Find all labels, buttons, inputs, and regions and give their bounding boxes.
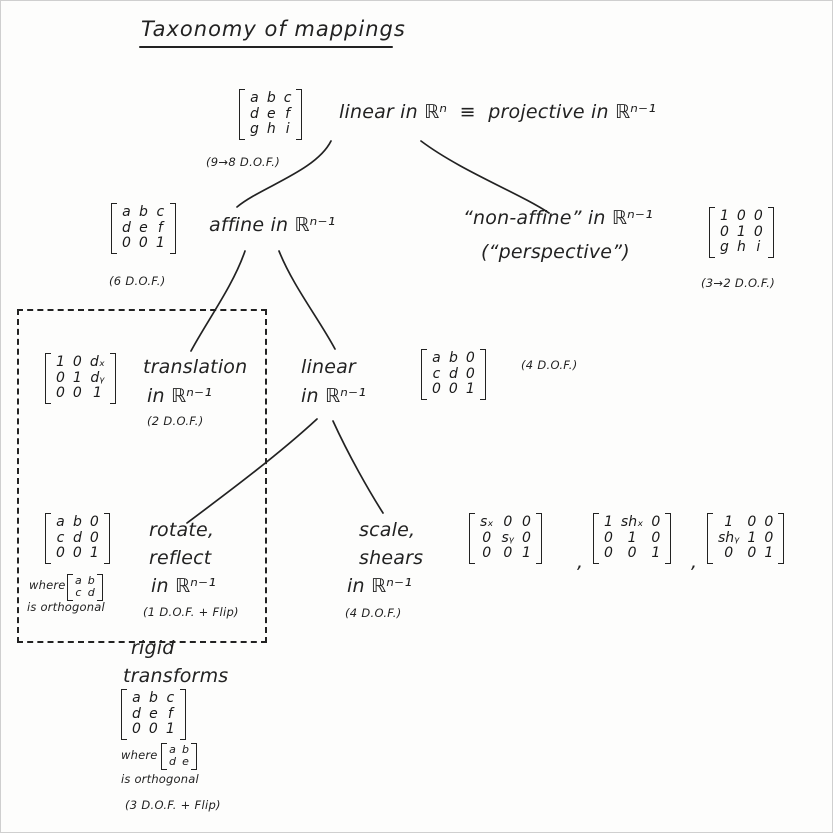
cell: d bbox=[122, 219, 131, 236]
cell: c bbox=[166, 690, 175, 706]
page-title: Taxonomy of mappings bbox=[141, 17, 406, 41]
matrix-separator-comma-1: , bbox=[577, 551, 584, 573]
cell: 0 bbox=[720, 223, 729, 240]
node-label-rigid: rigid bbox=[131, 637, 175, 659]
cell: 1 bbox=[604, 514, 613, 530]
cell: b bbox=[72, 514, 82, 530]
cell: 0 bbox=[724, 545, 734, 562]
matrix-scale bbox=[469, 513, 542, 568]
cell: 0 bbox=[465, 365, 475, 382]
cell: b bbox=[266, 90, 276, 106]
cell: f bbox=[167, 705, 173, 722]
cell: 1 bbox=[155, 235, 165, 252]
cell: e bbox=[267, 105, 276, 122]
cell: shᵧ bbox=[718, 529, 740, 546]
cell: c bbox=[432, 365, 441, 382]
node-label-scale: scale, bbox=[359, 519, 416, 541]
dof-rigid: (3 D.O.F. + Flip) bbox=[125, 798, 221, 812]
cell: c bbox=[156, 204, 165, 220]
cell: 0 bbox=[72, 545, 82, 562]
cell: 0 bbox=[503, 514, 513, 530]
cell: a bbox=[250, 90, 259, 106]
cell: g bbox=[720, 239, 729, 256]
cell: 0 bbox=[122, 235, 131, 252]
cell: 0 bbox=[56, 385, 65, 402]
dof-scale-shears: (4 D.O.F.) bbox=[345, 606, 402, 620]
dof-linear-rn: (9→8 D.O.F.) bbox=[206, 155, 281, 169]
cell: d bbox=[250, 105, 259, 122]
cell: 0 bbox=[465, 350, 475, 366]
matrix-linear-rn bbox=[239, 89, 302, 144]
node-label-linear-rnm1: linear bbox=[301, 356, 356, 378]
cell: b bbox=[148, 690, 158, 706]
cell: 0 bbox=[482, 545, 492, 562]
cell: 0 bbox=[753, 223, 763, 240]
cell: h bbox=[736, 239, 746, 256]
cell: g bbox=[250, 121, 259, 138]
cell: 1 bbox=[736, 223, 746, 240]
cell: f bbox=[285, 105, 291, 122]
note-rigid-where: where bbox=[121, 748, 158, 762]
node-label-affine: affine in ℝⁿ⁻¹ bbox=[209, 214, 336, 236]
cell: 0 bbox=[448, 381, 458, 398]
node-label-scale-space: in ℝⁿ⁻¹ bbox=[347, 575, 413, 597]
cell: 0 bbox=[89, 529, 99, 546]
cell: 1 bbox=[651, 545, 661, 562]
title-underline bbox=[139, 46, 393, 48]
cell: 1 bbox=[764, 545, 774, 562]
matrix-translation bbox=[45, 353, 116, 408]
cell: b bbox=[87, 574, 95, 587]
cell: dₓ bbox=[89, 354, 105, 370]
cell: e bbox=[182, 755, 189, 769]
cell: 0 bbox=[627, 545, 637, 562]
cell: 0 bbox=[148, 721, 158, 738]
cell: 0 bbox=[522, 514, 531, 530]
cell: 1 bbox=[92, 385, 102, 402]
cell: b bbox=[181, 743, 189, 756]
node-label-rigid-transforms: transforms bbox=[123, 665, 229, 687]
cell: 0 bbox=[764, 529, 774, 546]
dof-nonaffine: (3→2 D.O.F.) bbox=[701, 276, 776, 290]
matrix-separator-comma-2: , bbox=[691, 551, 698, 573]
cell: i bbox=[285, 121, 290, 138]
cell: 1 bbox=[56, 354, 65, 370]
cell: 0 bbox=[604, 545, 613, 562]
cell: a bbox=[75, 574, 82, 587]
cell: 1 bbox=[720, 208, 729, 224]
cell: 0 bbox=[736, 208, 746, 224]
cell: e bbox=[149, 705, 158, 722]
cell: i bbox=[756, 239, 761, 256]
matrix-shear-y bbox=[707, 513, 784, 568]
cell: b bbox=[448, 350, 458, 366]
cell: 0 bbox=[56, 369, 65, 386]
cell: 0 bbox=[482, 529, 492, 546]
cell: sₓ bbox=[480, 514, 494, 530]
cell: c bbox=[283, 90, 292, 106]
matrix-rigid-submatrix bbox=[161, 743, 197, 774]
cell: 1 bbox=[747, 529, 757, 546]
cell: a bbox=[122, 204, 131, 220]
cell: a bbox=[56, 514, 65, 530]
cell: 1 bbox=[465, 381, 475, 398]
cell: 0 bbox=[89, 514, 99, 530]
cell: f bbox=[157, 219, 163, 236]
node-label-translation-space: in ℝⁿ⁻¹ bbox=[147, 385, 213, 407]
node-label-shears: shears bbox=[359, 547, 424, 569]
cell: 0 bbox=[138, 235, 148, 252]
matrix-rigid bbox=[121, 689, 186, 744]
cell: 0 bbox=[72, 354, 82, 370]
note-rigid-orthogonal: is orthogonal bbox=[121, 772, 199, 786]
cell: 0 bbox=[522, 529, 531, 546]
cell: b bbox=[138, 204, 148, 220]
cell: c bbox=[56, 529, 65, 546]
cell: 0 bbox=[604, 529, 613, 546]
node-label-nonaffine: “non-affine” in ℝⁿ⁻¹ bbox=[463, 207, 653, 229]
node-label-nonaffine-alt: (“perspective”) bbox=[481, 241, 630, 263]
dof-rotate-reflect: (1 D.O.F. + Flip) bbox=[143, 605, 239, 619]
node-label-translation: translation bbox=[143, 356, 248, 378]
cell: e bbox=[139, 219, 148, 236]
cell: 0 bbox=[651, 529, 661, 546]
node-label-linear-rn: linear in ℝⁿ ≡ projective in ℝⁿ⁻¹ bbox=[339, 101, 657, 123]
cell: 1 bbox=[165, 721, 175, 738]
cell: a bbox=[132, 690, 141, 706]
cell: h bbox=[266, 121, 276, 138]
node-label-linear-rnm1-space: in ℝⁿ⁻¹ bbox=[301, 385, 367, 407]
note-rotate-where: where bbox=[29, 578, 66, 592]
matrix-linear-rnm1 bbox=[421, 349, 486, 404]
cell: d bbox=[448, 365, 458, 382]
note-rotate-orthogonal: is orthogonal bbox=[27, 600, 105, 614]
cell: a bbox=[432, 350, 441, 366]
cell: d bbox=[132, 705, 141, 722]
node-label-rotate: rotate, bbox=[149, 519, 215, 541]
cell: d bbox=[87, 586, 95, 600]
cell: 1 bbox=[89, 545, 99, 562]
cell: d bbox=[72, 529, 82, 546]
cell: shₓ bbox=[620, 514, 644, 530]
cell: 0 bbox=[56, 545, 65, 562]
cell: d bbox=[169, 755, 176, 769]
matrix-shear-x bbox=[593, 513, 671, 568]
cell: 0 bbox=[764, 514, 774, 530]
node-label-rotate-space: in ℝⁿ⁻¹ bbox=[151, 575, 217, 597]
cell: 0 bbox=[747, 514, 757, 530]
cell: sᵧ bbox=[501, 529, 515, 546]
cell: 1 bbox=[724, 514, 734, 530]
matrix-nonaffine bbox=[709, 207, 774, 262]
cell: 0 bbox=[747, 545, 757, 562]
cell: 0 bbox=[432, 381, 441, 398]
dof-translation: (2 D.O.F.) bbox=[147, 414, 204, 428]
cell: dᵧ bbox=[90, 369, 105, 386]
dof-affine: (6 D.O.F.) bbox=[109, 274, 166, 288]
cell: 0 bbox=[651, 514, 661, 530]
cell: 1 bbox=[72, 369, 82, 386]
cell: c bbox=[75, 586, 82, 600]
matrix-rotate-reflect bbox=[45, 513, 110, 568]
cell: 1 bbox=[522, 545, 531, 562]
cell: 1 bbox=[627, 529, 637, 546]
cell: 0 bbox=[503, 545, 513, 562]
cell: 0 bbox=[753, 208, 763, 224]
matrix-affine bbox=[111, 203, 176, 258]
dof-linear-rnm1: (4 D.O.F.) bbox=[521, 358, 578, 372]
cell: 0 bbox=[72, 385, 82, 402]
cell: a bbox=[169, 743, 176, 756]
cell: 0 bbox=[132, 721, 141, 738]
node-label-reflect: reflect bbox=[149, 547, 212, 569]
